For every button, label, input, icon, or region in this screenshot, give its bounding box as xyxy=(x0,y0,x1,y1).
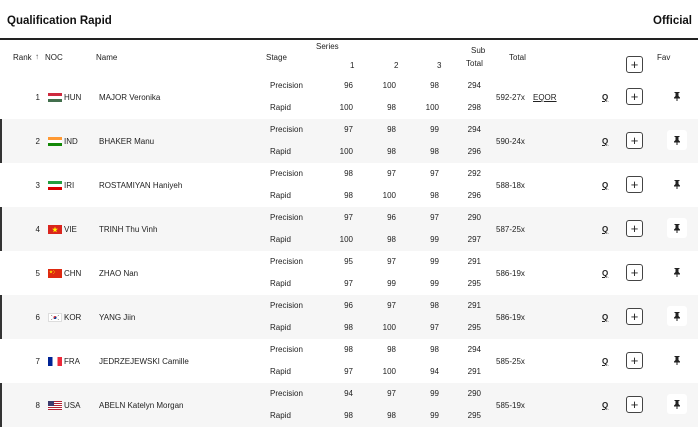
qualified-marker[interactable]: Q xyxy=(602,269,609,278)
rank-cell: 3 xyxy=(35,181,40,190)
precision-subtotal: 291 xyxy=(467,301,481,310)
precision-subtotal: 294 xyxy=(467,345,481,354)
france-flag-icon xyxy=(48,357,62,366)
table-row xyxy=(0,207,698,251)
precision-series-3: 97 xyxy=(430,213,439,222)
rapid-series-3: 98 xyxy=(430,191,439,200)
table-row xyxy=(0,75,698,119)
stage-precision-label: Precision xyxy=(270,301,303,310)
noc-cell: CHN xyxy=(64,269,82,278)
rapid-series-3: 99 xyxy=(430,235,439,244)
precision-series-1: 98 xyxy=(344,169,353,178)
add-button[interactable]: + xyxy=(626,264,643,281)
total-score: 590-24x xyxy=(496,137,525,146)
hungary-flag-icon xyxy=(48,93,62,102)
fav-column-header: Fav xyxy=(657,53,671,62)
rapid-series-2: 98 xyxy=(387,235,396,244)
table-row xyxy=(0,251,698,295)
stage-precision-label: Precision xyxy=(270,81,303,90)
rapid-series-3: 99 xyxy=(430,411,439,420)
series-3-header: 3 xyxy=(437,61,442,70)
noc-cell: HUN xyxy=(64,93,82,102)
pin-favorite-button[interactable] xyxy=(667,174,687,194)
add-button[interactable]: + xyxy=(626,132,643,149)
noc-cell: IRI xyxy=(64,181,75,190)
precision-series-1: 96 xyxy=(344,301,353,310)
rank-cell: 7 xyxy=(35,357,40,366)
title-bar xyxy=(0,0,698,38)
korea-flag-icon xyxy=(48,313,62,322)
add-button[interactable]: + xyxy=(626,396,643,413)
series-1-header: 1 xyxy=(350,61,355,70)
stage-precision-label: Precision xyxy=(270,213,303,222)
stage-rapid-label: Rapid xyxy=(270,323,291,332)
pin-favorite-button[interactable] xyxy=(667,218,687,238)
pin-icon xyxy=(673,92,681,101)
rank-cell: 1 xyxy=(35,93,40,102)
precision-series-3: 98 xyxy=(430,81,439,90)
precision-subtotal: 294 xyxy=(467,125,481,134)
rapid-series-2: 100 xyxy=(382,191,396,200)
precision-series-2: 100 xyxy=(382,81,396,90)
rank-column-header[interactable]: Rank xyxy=(13,53,32,62)
pin-icon xyxy=(673,180,681,189)
table-row xyxy=(0,295,698,339)
add-all-button[interactable]: + xyxy=(626,56,643,73)
rank-cell: 6 xyxy=(35,313,40,322)
sort-arrow-icon[interactable]: ↑ xyxy=(35,52,39,61)
rapid-series-2: 100 xyxy=(382,323,396,332)
total-score: 585-25x xyxy=(496,357,525,366)
rank-cell: 4 xyxy=(35,225,40,234)
rapid-series-1: 100 xyxy=(339,147,353,156)
pin-favorite-button[interactable] xyxy=(667,394,687,414)
total-score: 586-19x xyxy=(496,269,525,278)
rapid-subtotal: 297 xyxy=(467,235,481,244)
rapid-series-2: 98 xyxy=(387,147,396,156)
rapid-series-1: 97 xyxy=(344,367,353,376)
rapid-subtotal: 295 xyxy=(467,323,481,332)
rapid-subtotal: 296 xyxy=(467,147,481,156)
pin-favorite-button[interactable] xyxy=(667,350,687,370)
athlete-name: YANG Jiin xyxy=(99,313,136,322)
stage-column-header: Stage xyxy=(266,53,287,62)
pin-icon xyxy=(673,356,681,365)
pin-favorite-button[interactable] xyxy=(667,86,687,106)
pin-icon xyxy=(673,224,681,233)
rapid-subtotal: 291 xyxy=(467,367,481,376)
results-table-body xyxy=(0,75,698,427)
precision-series-1: 97 xyxy=(344,213,353,222)
precision-subtotal: 294 xyxy=(467,81,481,90)
table-row xyxy=(0,163,698,207)
add-button[interactable]: + xyxy=(626,352,643,369)
total-score: 585-19x xyxy=(496,401,525,410)
precision-subtotal: 290 xyxy=(467,389,481,398)
precision-subtotal: 291 xyxy=(467,257,481,266)
qualified-marker[interactable]: Q xyxy=(602,357,609,366)
rapid-series-2: 100 xyxy=(382,367,396,376)
sub-total-header-line1: Sub xyxy=(471,46,486,55)
add-button[interactable]: + xyxy=(626,88,643,105)
noc-cell: IND xyxy=(64,137,78,146)
series-2-header: 2 xyxy=(394,61,399,70)
stage-rapid-label: Rapid xyxy=(270,235,291,244)
noc-cell: VIE xyxy=(64,225,77,234)
precision-series-3: 99 xyxy=(430,389,439,398)
table-row xyxy=(0,339,698,383)
rapid-series-1: 100 xyxy=(339,235,353,244)
pin-favorite-button[interactable] xyxy=(667,130,687,150)
stage-rapid-label: Rapid xyxy=(270,279,291,288)
rapid-series-3: 97 xyxy=(430,323,439,332)
athlete-name: JEDRZEJEWSKI Camille xyxy=(99,357,189,366)
precision-series-1: 95 xyxy=(344,257,353,266)
rapid-series-3: 98 xyxy=(430,147,439,156)
athlete-name: BHAKER Manu xyxy=(99,137,155,146)
qualified-marker[interactable]: Q xyxy=(602,93,609,102)
pin-icon xyxy=(673,136,681,145)
stage-rapid-label: Rapid xyxy=(270,103,291,112)
precision-series-2: 96 xyxy=(387,213,396,222)
precision-subtotal: 292 xyxy=(467,169,481,178)
stage-precision-label: Precision xyxy=(270,169,303,178)
stage-precision-label: Precision xyxy=(270,345,303,354)
rapid-series-1: 98 xyxy=(344,323,353,332)
stage-precision-label: Precision xyxy=(270,125,303,134)
rapid-subtotal: 295 xyxy=(467,279,481,288)
rapid-series-1: 98 xyxy=(344,411,353,420)
precision-series-3: 98 xyxy=(430,301,439,310)
rapid-series-1: 100 xyxy=(339,103,353,112)
india-flag-icon xyxy=(48,137,62,146)
stage-rapid-label: Rapid xyxy=(270,191,291,200)
pin-icon xyxy=(673,400,681,409)
rapid-series-3: 99 xyxy=(430,279,439,288)
precision-series-3: 99 xyxy=(430,257,439,266)
athlete-name: ZHAO Nan xyxy=(99,269,139,278)
rapid-series-2: 99 xyxy=(387,279,396,288)
iran-flag-icon xyxy=(48,181,62,190)
athlete-name: ROSTAMIYAN Haniyeh xyxy=(99,181,183,190)
add-button[interactable]: + xyxy=(626,176,643,193)
qualified-marker[interactable]: Q xyxy=(602,137,609,146)
precision-subtotal: 290 xyxy=(467,213,481,222)
record-link[interactable]: EQOR xyxy=(533,93,557,102)
stage-rapid-label: Rapid xyxy=(270,411,291,420)
precision-series-3: 99 xyxy=(430,125,439,134)
vietnam-flag-icon xyxy=(48,225,62,234)
qualified-marker[interactable]: Q xyxy=(602,181,609,190)
pin-icon xyxy=(673,268,681,277)
rank-cell: 8 xyxy=(35,401,40,410)
precision-series-1: 97 xyxy=(344,125,353,134)
precision-series-2: 97 xyxy=(387,257,396,266)
rapid-subtotal: 296 xyxy=(467,191,481,200)
total-score: 587-25x xyxy=(496,225,525,234)
name-column-header: Name xyxy=(96,53,118,62)
precision-series-1: 98 xyxy=(344,345,353,354)
athlete-name: TRINH Thu Vinh xyxy=(99,225,158,234)
rapid-series-1: 98 xyxy=(344,191,353,200)
rapid-series-2: 98 xyxy=(387,103,396,112)
table-row xyxy=(0,383,698,427)
precision-series-2: 97 xyxy=(387,169,396,178)
sub-total-header-line2: Total xyxy=(466,59,483,68)
stage-precision-label: Precision xyxy=(270,389,303,398)
rank-cell: 2 xyxy=(35,137,40,146)
taegeuk-icon xyxy=(49,314,61,321)
rapid-series-2: 98 xyxy=(387,411,396,420)
china-flag-icon xyxy=(48,269,62,278)
precision-series-3: 97 xyxy=(430,169,439,178)
star-icon xyxy=(48,269,62,278)
noc-cell: USA xyxy=(64,401,81,410)
qualified-marker[interactable]: Q xyxy=(602,225,609,234)
precision-series-2: 98 xyxy=(387,125,396,134)
pin-icon xyxy=(673,312,681,321)
table-row xyxy=(0,119,698,163)
precision-series-1: 94 xyxy=(344,389,353,398)
star-icon xyxy=(48,225,62,234)
total-score: 592-27x xyxy=(496,93,525,102)
pin-favorite-button[interactable] xyxy=(667,262,687,282)
stage-precision-label: Precision xyxy=(270,257,303,266)
usa-flag-icon xyxy=(48,401,62,410)
noc-cell: KOR xyxy=(64,313,82,322)
total-column-header: Total xyxy=(509,53,526,62)
add-button[interactable]: + xyxy=(626,308,643,325)
rapid-series-3: 100 xyxy=(425,103,439,112)
precision-series-3: 98 xyxy=(430,345,439,354)
precision-series-1: 96 xyxy=(344,81,353,90)
athlete-name: MAJOR Veronika xyxy=(99,93,161,102)
stage-rapid-label: Rapid xyxy=(270,147,291,156)
athlete-name: ABELN Katelyn Morgan xyxy=(99,401,184,410)
rapid-subtotal: 298 xyxy=(467,103,481,112)
precision-series-2: 97 xyxy=(387,389,396,398)
table-header xyxy=(0,40,698,78)
precision-series-2: 97 xyxy=(387,301,396,310)
rank-cell: 5 xyxy=(35,269,40,278)
status-label: Official xyxy=(653,15,692,27)
qualified-marker[interactable]: Q xyxy=(602,401,609,410)
pin-favorite-button[interactable] xyxy=(667,306,687,326)
precision-series-2: 98 xyxy=(387,345,396,354)
page-title: Qualification Rapid xyxy=(7,15,112,27)
add-button[interactable]: + xyxy=(626,220,643,237)
rapid-subtotal: 295 xyxy=(467,411,481,420)
stage-rapid-label: Rapid xyxy=(270,367,291,376)
series-column-header: Series xyxy=(316,42,339,51)
noc-cell: FRA xyxy=(64,357,80,366)
total-score: 588-18x xyxy=(496,181,525,190)
total-score: 586-19x xyxy=(496,313,525,322)
noc-column-header: NOC xyxy=(45,53,63,62)
qualified-marker[interactable]: Q xyxy=(602,313,609,322)
rapid-series-1: 97 xyxy=(344,279,353,288)
rapid-series-3: 94 xyxy=(430,367,439,376)
